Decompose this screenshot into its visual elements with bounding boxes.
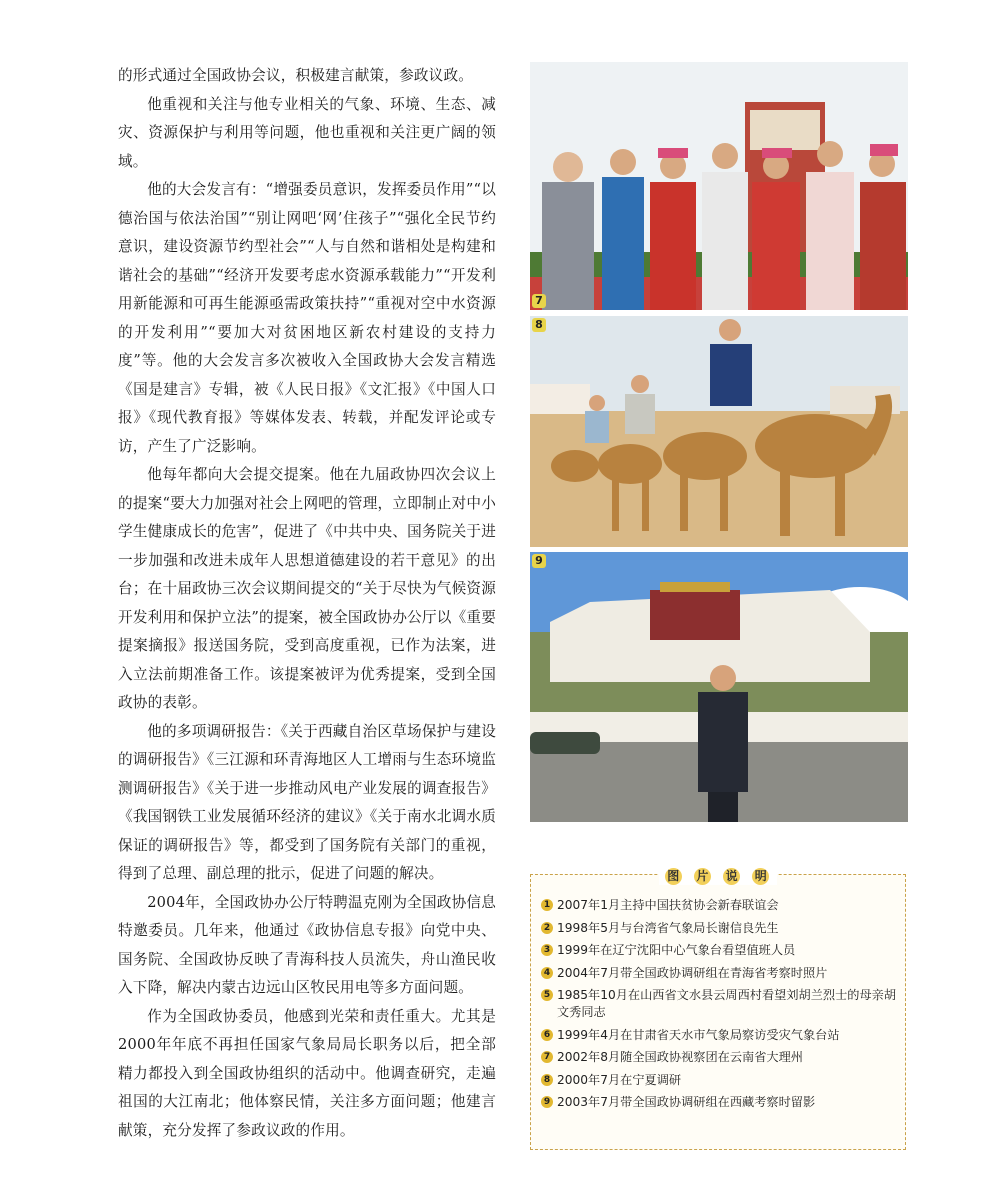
photo-number-badge: 8 xyxy=(532,318,546,332)
caption-number: 5 xyxy=(541,989,553,1001)
caption-number: 2 xyxy=(541,922,553,934)
captions-title-char: 明 xyxy=(752,868,769,885)
caption-number: 7 xyxy=(541,1051,553,1063)
caption-number: 9 xyxy=(541,1096,553,1108)
caption-number: 4 xyxy=(541,967,553,979)
photo-captions-panel xyxy=(530,869,906,1150)
photo-number-badge: 9 xyxy=(532,554,546,568)
caption-item xyxy=(541,987,897,1021)
caption-item xyxy=(541,1072,897,1089)
caption-text: 2003年7月带全国政协调研组在西藏考察时留影 xyxy=(557,1095,816,1109)
caption-text: 2004年7月带全国政协调研组在青海省考察时照片 xyxy=(557,965,828,980)
article-body xyxy=(118,62,496,1145)
body-paragraph: 的形式通过全国政协会议，积极建言献策，参政议政。 xyxy=(118,67,474,84)
captions-title-char: 片 xyxy=(694,868,711,885)
caption-text: 1999年4月在甘肃省天水市气象局察访受灾气象台站 xyxy=(557,1027,840,1042)
captions-list xyxy=(541,897,897,1117)
photo-8-image xyxy=(530,316,908,547)
body-paragraph: 他的多项调研报告：《关于西藏自治区草场保护与建设的调研报告》《三江源和环青海地区人工增雨与生态环境监测调研报告》《关于进一步推动风电产业发展的调查报告》《我国钢铁工业发展循环经济的建议》《关于南水北调水质保证的调研报告》等，都受到了国务院有关部门的重视，得到了总理、副总理的批示，促进了问题的解决。 xyxy=(118,722,496,882)
caption-number: 8 xyxy=(541,1074,553,1086)
body-paragraph: 作为全国政协委员，他感到光荣和责任重大。尤其是2000年年底不再担任国家气象局局长职务以后，把全部精力都投入到全国政协组织的活动中。他调查研究，走遍祖国的大江南北；他体察民情，关注多方面问题；他建言献策，充分发挥了参政议政的作用。 xyxy=(118,1007,496,1139)
caption-item xyxy=(541,1049,897,1066)
body-paragraph: 2004年，全国政协办公厅特聘温克刚为全国政协信息特邀委员。几年来，他通过《政协信息专报》向党中央、国务院、全国政协反映了青海科技人员流失，舟山渔民收入下降，解决内蒙古边远山区牧民用电等多方面问题。 xyxy=(118,893,496,996)
caption-text: 2002年8月随全国政协视察团在云南省大理州 xyxy=(557,1050,803,1064)
caption-text: 1999年在辽宁沈阳中心气象台看望值班人员 xyxy=(557,943,796,957)
photo-8-camels xyxy=(530,316,908,547)
photo-7-group xyxy=(530,62,908,310)
caption-item xyxy=(541,897,897,914)
captions-title-char: 图 xyxy=(665,868,682,885)
photo-9-image xyxy=(530,552,908,822)
body-paragraph: 他的大会发言有：“增强委员意识，发挥委员作用”“以德治国与依法治国”“别让网吧‘网’住孩子”“强化全民节约意识，建设资源节约型社会”“人与自然和谐相处是构建和谐社会的基础”“经济开发要考虑水资源承载能力”“开发利用新能源和可再生能源亟需政策扶持”“重视对空中水资源的开发利用”“要加大对贫困地区新农村建设的支持力度”等。他的大会发言多次被收入全国政协大会发言精选《国是建言》专辑，被《人民日报》《文汇报》《中国人口报》《现代教育报》等媒体发表、转载，并配发评论或专访，产生了广泛影响。 xyxy=(118,181,496,455)
caption-item xyxy=(541,1027,897,1044)
body-paragraph: 他每年都向大会提交提案。他在九届政协四次会议上的提案“要大力加强对社会上网吧的管理，立即制止对中小学生健康成长的危害”，促进了《中共中央、国务院关于进一步加强和改进未成年人思想道德建设的若干意见》的出台；在十届政协三次会议期间提交的“关于尽快为气候资源开发利用和保护立法”的提案，被全国政协办公厅以《重要提案摘报》报送国务院，受到高度重视，已作为法案，进入立法前期准备工作。该提案被评为优秀提案，受到全国政协的表彰。 xyxy=(118,466,496,711)
caption-text: 2007年1月主持中国扶贫协会新春联谊会 xyxy=(557,898,779,912)
photo-number-badge: 7 xyxy=(532,294,546,308)
photo-9-potala xyxy=(530,552,908,822)
caption-item xyxy=(541,1094,897,1111)
captions-title-char: 说 xyxy=(723,868,740,885)
caption-number: 3 xyxy=(541,944,553,956)
caption-item xyxy=(541,942,897,959)
caption-item xyxy=(541,920,897,937)
caption-number: 6 xyxy=(541,1029,553,1041)
photo-7-image xyxy=(530,62,908,310)
caption-text: 1998年5月与台湾省气象局长谢信良先生 xyxy=(557,920,779,935)
caption-text: 1985年10月在山西省文水县云周西村看望刘胡兰烈士的母亲胡文秀同志 xyxy=(557,988,897,1019)
body-paragraph: 他重视和关注与他专业相关的气象、环境、生态、减灾、资源保护与利用等问题，他也重视和关注更广阔的领域。 xyxy=(118,95,496,170)
caption-text: 2000年7月在宁夏调研 xyxy=(557,1072,682,1087)
caption-item xyxy=(541,965,897,982)
captions-title xyxy=(531,865,905,885)
caption-number: 1 xyxy=(541,899,553,911)
